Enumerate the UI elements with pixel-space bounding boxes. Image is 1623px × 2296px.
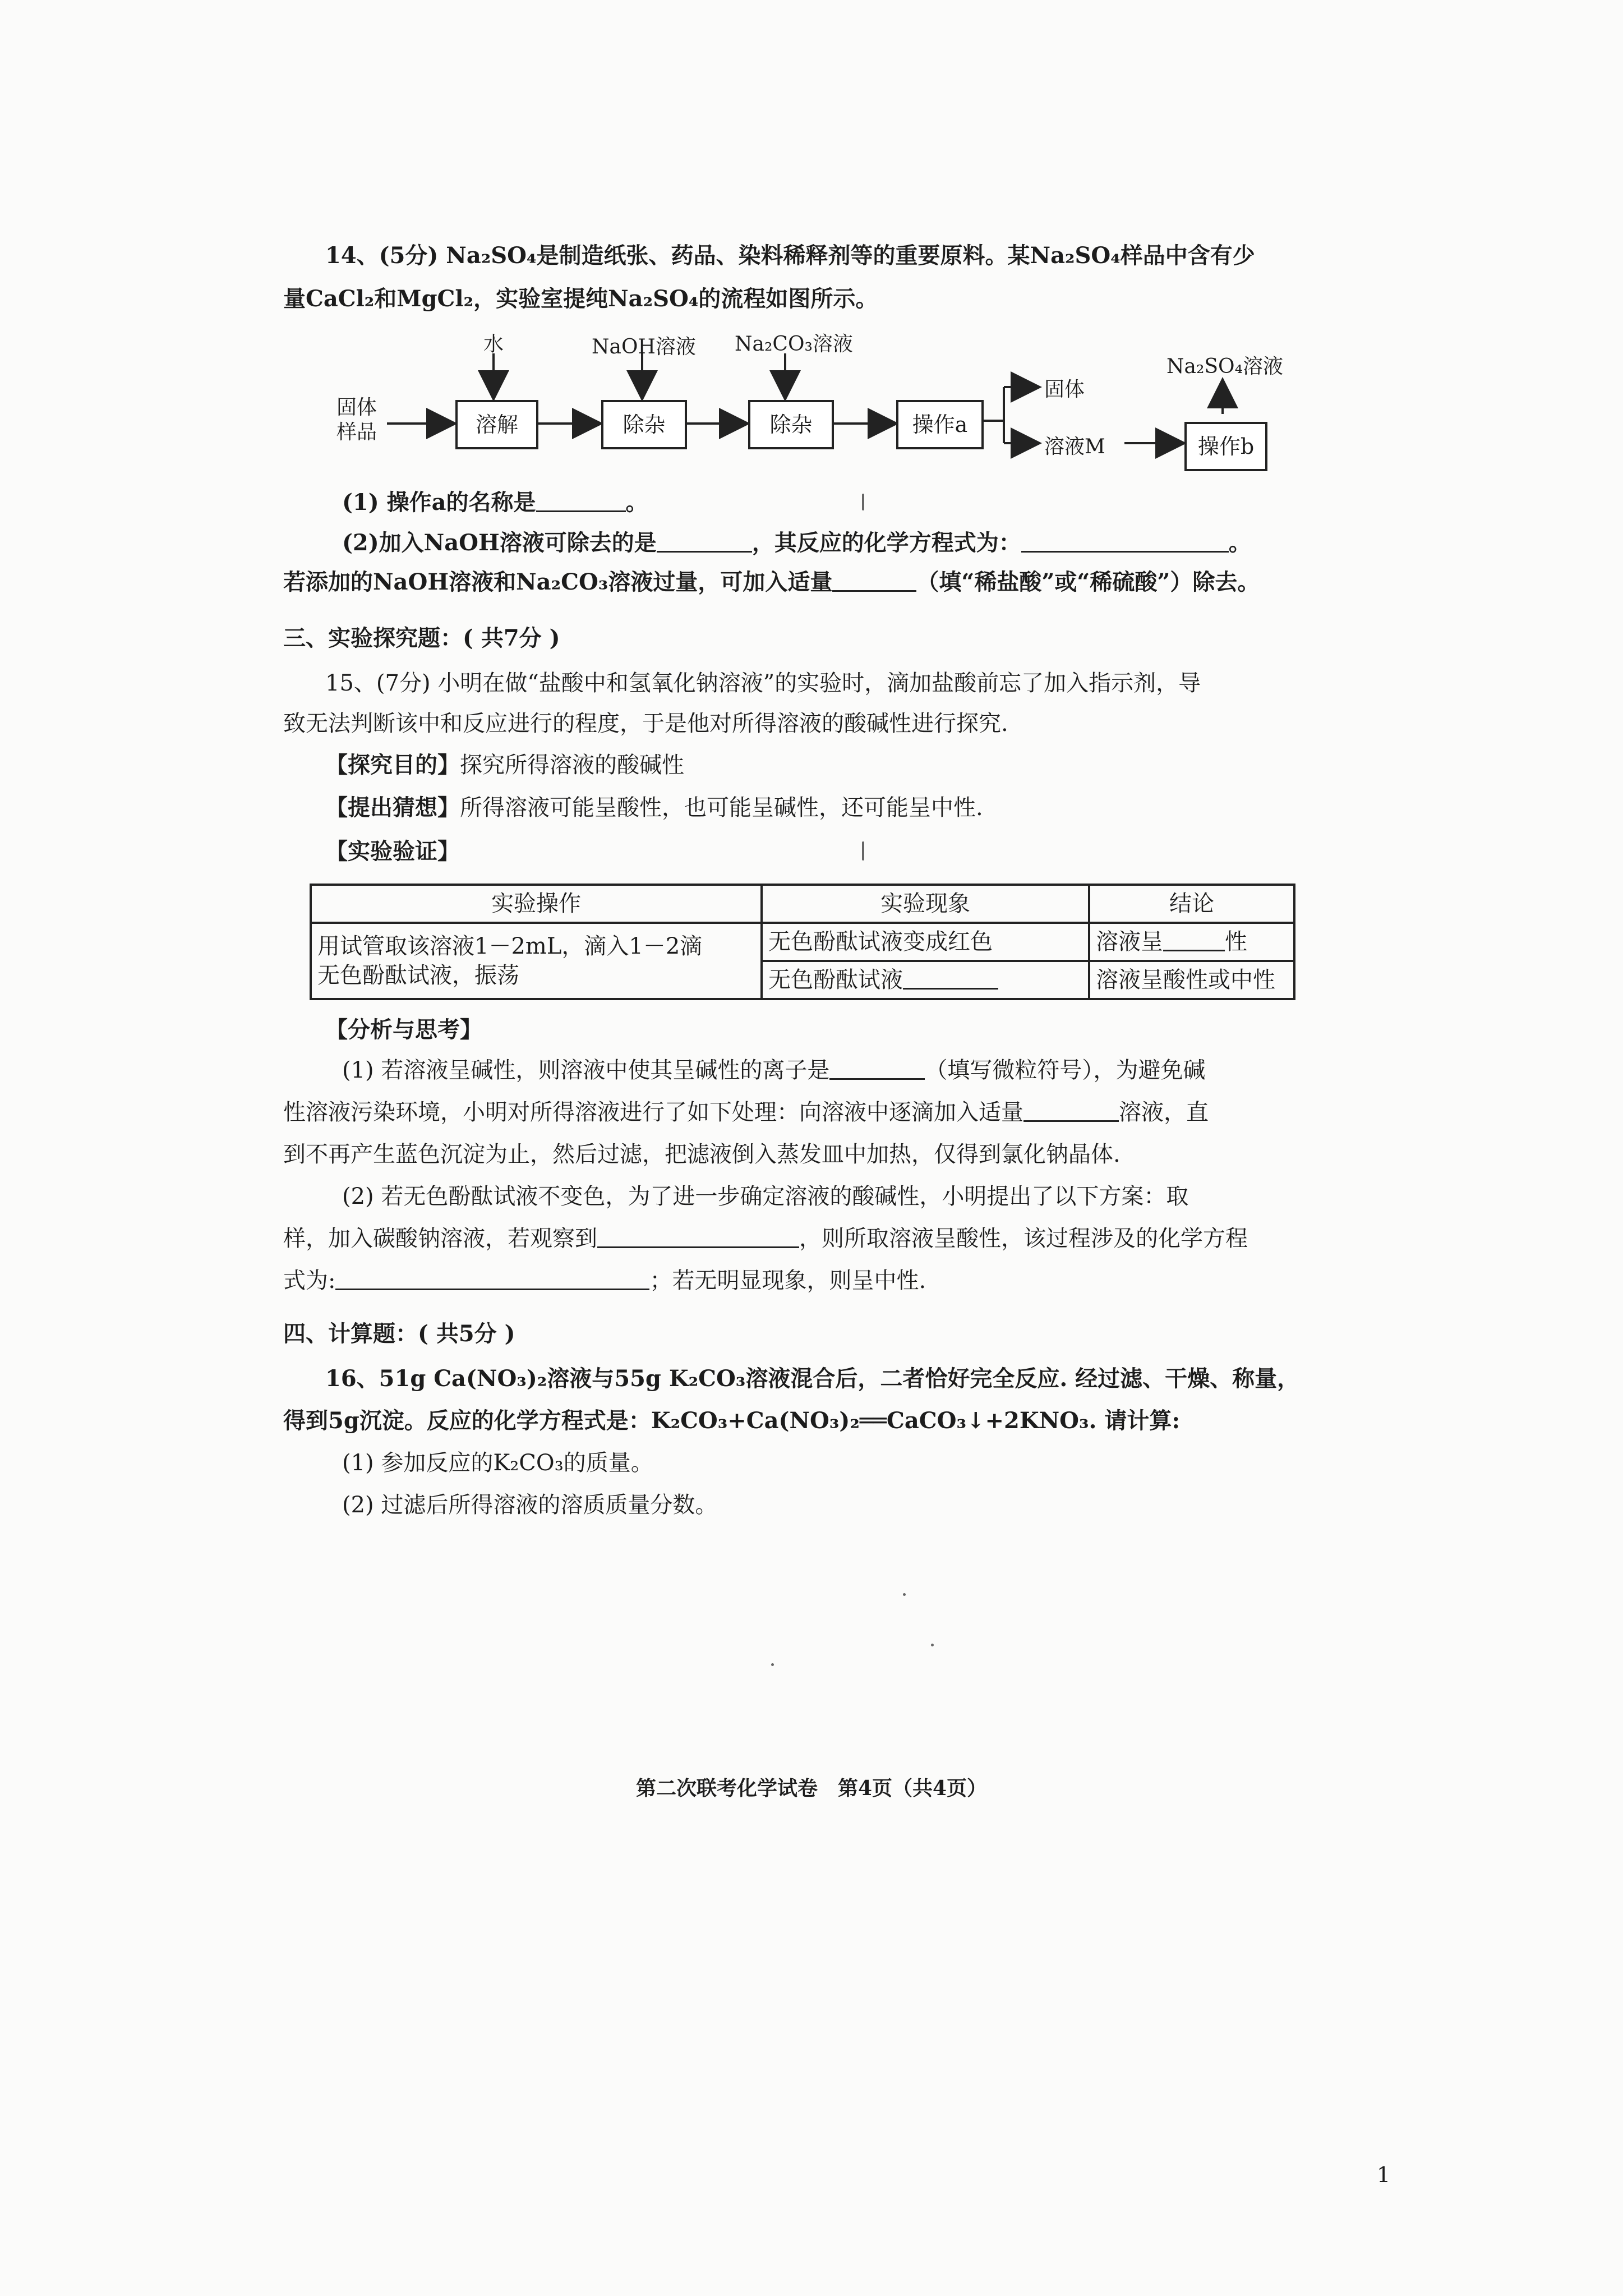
section-3-heading: 三、实验探究题：( 共7分 ) [283, 625, 560, 651]
cell-conclusion-1: 溶液呈 性 [1089, 923, 1294, 961]
cell-operation: 用试管取该溶液1－2mL，滴入1－2滴 无色酚酞试液，振荡 [311, 923, 762, 999]
flow-product: Na₂SO₄溶液 [1166, 355, 1284, 378]
q14-line2: 量CaCl₂和MgCl₂，实验室提纯Na₂SO₄的流程如图所示。 [283, 286, 878, 312]
blank [597, 1224, 799, 1248]
flow-step-dissolve: 溶解 [455, 400, 538, 449]
q15-line2: 致无法判断该中和反应进行的程度，于是他对所得溶液的酸碱性进行探究. [283, 711, 1008, 737]
blank [1023, 1098, 1119, 1122]
q15-analysis-tag: 【分析与思考】 [325, 1016, 482, 1043]
blank [903, 965, 998, 990]
page-footer: 第二次联考化学试卷 第4页（共4页） [635, 1777, 988, 1800]
q15-analysis-1-l3: 到不再产生蓝色沉淀为止，然后过滤，把滤液倒入蒸发皿中加热，仅得到氯化钠晶体. [283, 1142, 1121, 1167]
flow-input-water: 水 [483, 333, 504, 356]
q15-analysis-2-l2: 样，加入碳酸钠溶液，若观察到 ，则所取溶液呈酸性，该过程涉及的化学方程 [283, 1223, 1248, 1254]
q16-sub1: (1) 参加反应的K₂CO₃的质量。 [342, 1450, 653, 1476]
scan-speck [903, 1593, 906, 1596]
flow-step-remove-2: 除杂 [748, 400, 834, 449]
q14-line1: 14、(5分) Na₂SO₄是制造纸张、药品、染料稀释剂等的重要原料。某Na₂SO₄样品中含有少 [325, 242, 1255, 269]
flow-start-label: 固体 样品 [336, 396, 377, 444]
flow-input-na2co3: Na₂CO₃溶液 [735, 333, 853, 356]
q16-line2: 得到5g沉淀。反应的化学方程式是：K₂CO₃+Ca(NO₃)₂══CaCO₃↓+2KNO₃. 请计算: [283, 1407, 1181, 1434]
q16-line1: 16、51g Ca(NO₃)₂溶液与55g K₂CO₃溶液混合后，二者恰好完全反应. 经过滤、干燥、称量， [325, 1365, 1300, 1392]
q14-sub2: (2)加入NaOH溶液可除去的是 ，其反应的化学方程式为： 。 [342, 530, 1251, 556]
table-header-row [311, 885, 1294, 923]
section-4-heading: 四、计算题：( 共5分 ) [283, 1320, 515, 1347]
blank [1163, 927, 1225, 951]
blank [657, 528, 752, 553]
q15-analysis-1-l1: (1) 若溶液呈碱性，则溶液中使其呈碱性的离子是 （填写微粒符号），为避免碱 [342, 1055, 1205, 1086]
scan-speck [931, 1644, 934, 1646]
header-conclusion: 结论 [1089, 885, 1294, 923]
experiment-table [310, 884, 1295, 1000]
flow-output-solid: 固体 [1044, 378, 1085, 401]
flow-step-operation-b: 操作b [1184, 422, 1267, 471]
q14-sub2-cont: 若添加的NaOH溶液和Na₂CO₃溶液过量，可加入适量 （填“稀盐酸”或“稀硫酸”）除去。 [283, 569, 1260, 595]
blank [1021, 528, 1229, 553]
header-phenomenon: 实验现象 [762, 885, 1089, 923]
scan-speck [862, 841, 864, 861]
q16-sub2: (2) 过滤后所得溶液的溶质质量分数。 [342, 1492, 718, 1518]
flow-step-remove-1: 除杂 [601, 400, 687, 449]
cell-conclusion-2: 溶液呈酸性或中性 [1089, 961, 1294, 999]
scan-speck [862, 494, 864, 510]
cell-phenomenon-1: 无色酚酞试液变成红色 [762, 923, 1089, 961]
q15-purpose: 【探究目的】探究所得溶液的酸碱性 [325, 752, 684, 778]
page-number: 1 [1377, 2162, 1391, 2187]
flow-output-solution-m: 溶液M [1044, 435, 1105, 458]
table-row [311, 923, 1294, 961]
q15-analysis-1-l2: 性溶液污染环境，小明对所得溶液进行了如下处理：向溶液中逐滴加入适量 溶液，直 [283, 1097, 1209, 1128]
flow-step-operation-a: 操作a [896, 400, 984, 449]
q15-guess: 【提出猜想】所得溶液可能呈酸性，也可能呈碱性，还可能呈中性. [325, 794, 983, 821]
header-operation: 实验操作 [311, 885, 762, 923]
flow-input-naoh: NaOH溶液 [592, 335, 696, 358]
blank [536, 488, 626, 512]
q15-verify-tag: 【实验验证】 [325, 838, 460, 864]
blank [335, 1266, 649, 1290]
blank [829, 1056, 925, 1080]
scan-speck [771, 1663, 774, 1666]
q15-analysis-2-l1: (2) 若无色酚酞试液不变色，为了进一步确定溶液的酸碱性，小明提出了以下方案：取 [342, 1184, 1189, 1209]
cell-phenomenon-2: 无色酚酞试液 [762, 961, 1089, 999]
blank [832, 568, 916, 592]
q14-sub1: (1) 操作a的名称是 。 [342, 489, 648, 516]
q15-line1: 15、(7分) 小明在做“盐酸中和氢氧化钠溶液”的实验时，滴加盐酸前忘了加入指示剂，导 [325, 670, 1201, 696]
q15-analysis-2-l3: 式为: ；若无明显现象，则呈中性. [283, 1265, 926, 1296]
